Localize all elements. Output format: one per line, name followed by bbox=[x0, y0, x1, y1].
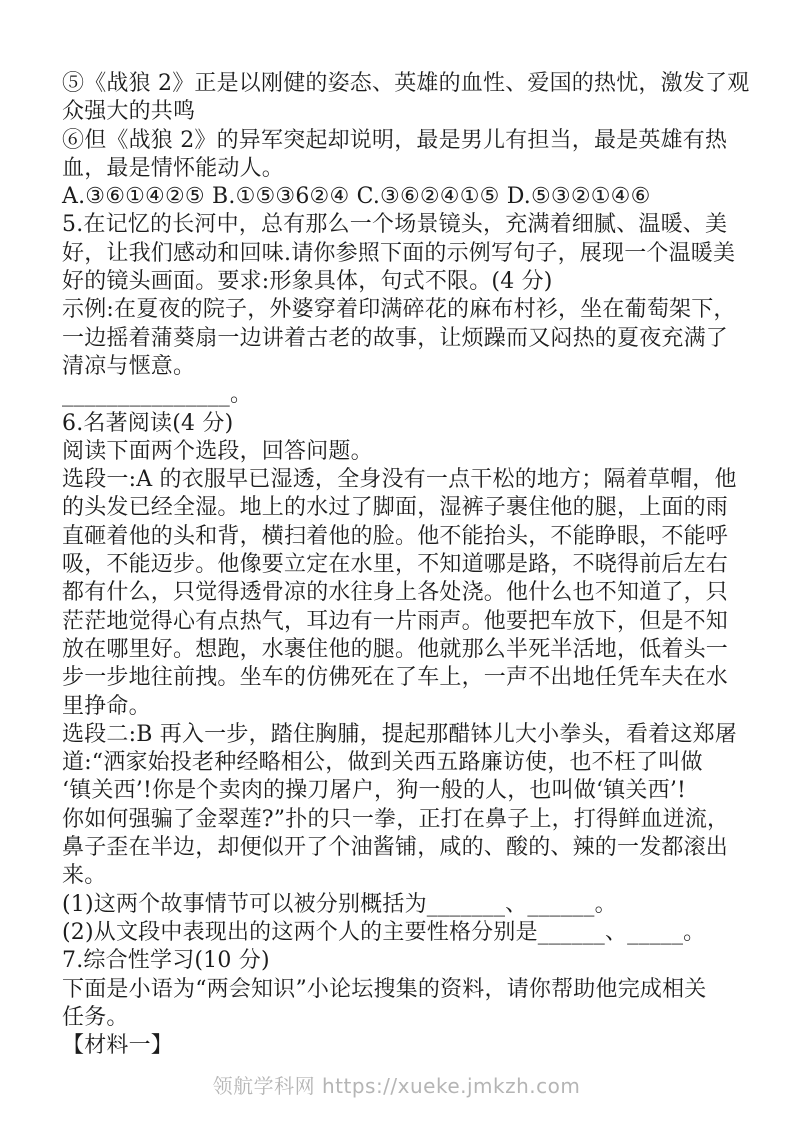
text-line: 茫茫地觉得心有点热气，耳边有一片雨声。他要把车放下，但是不知 bbox=[62, 608, 729, 634]
text-line: ⑤《战狼 2》正是以刚健的姿态、英雄的血性、爱国的热忧，激发了观 bbox=[62, 71, 750, 96]
text-line: 好，让我们感动和回味.请你参照下面的示例写句子，展现一个温暖美 bbox=[62, 240, 736, 266]
text-line: 来。 bbox=[62, 863, 107, 889]
text-line: 6.名著阅读(4 分) bbox=[62, 410, 234, 436]
text-line: 都有什么，只觉得透骨凉的水往身上各处浇。他什么也不知道了，只 bbox=[62, 580, 729, 606]
text-line: 你如何强骗了金翠莲?”扑的只一拳，正打在鼻子上，打得鲜血迸流， bbox=[62, 806, 730, 832]
text-line: 选段一:A 的衣服早已湿透，全身没有一点干松的地方；隔着草帽，他 bbox=[62, 467, 737, 493]
text-line: 鼻子歪在半边，却便似开了个油酱铺，咸的、酸的、辣的一发都滚出 bbox=[62, 835, 729, 861]
text-line: 阅读下面两个选段，回答问题。 bbox=[62, 438, 373, 464]
text-line: 7.综合性学习(10 分) bbox=[62, 948, 270, 974]
text-line: 选段二:B 再入一步，踏住胸脯，提起那醋钵儿大小拳头，看着这郑屠 bbox=[62, 721, 737, 747]
text-line: ‘镇关西’!你是个卖肉的操刀屠户，狗一般的人，也叫做‘镇关西’! bbox=[62, 778, 687, 804]
text-line: 道:“洒家始投老种经略相公，做到关西五路廉访使，也不枉了叫做 bbox=[62, 750, 703, 776]
text-line: A.③⑥①④②⑤ B.①⑤③6②④ C.③⑥②④①⑤ D.⑤③②①④⑥ bbox=[62, 184, 651, 210]
text-line: 放在哪里好。想跑，水裹住他的腿。他就那么半死半活地，低着头一 bbox=[62, 636, 729, 662]
text-line: 一边摇着蒲葵扇一边讲着古老的故事，让烦躁而又闷热的夏夜充满了 bbox=[62, 325, 729, 351]
text-line: _______________。 bbox=[62, 382, 253, 408]
text-line: 众强大的共鸣 bbox=[62, 99, 196, 125]
text-line: 下面是小语为“两会知识”小论坛搜集的资料，请你帮助他完成相关 bbox=[62, 976, 707, 1002]
text-line: 示例:在夏夜的院子，外婆穿着印满碎花的麻布村衫，坐在葡萄架下， bbox=[62, 297, 736, 323]
text-line: 5.在记忆的长河中，总有那么一个场景镜头，充满着细腻、温暖、美 bbox=[62, 212, 728, 238]
text-line: (2)从文段中表现出的这两个人的主要性格分别是______、_____。 bbox=[62, 919, 706, 945]
text-line: 步一步地往前拽。坐车的仿佛死在了车上，一声不出地任凭车夫在水 bbox=[62, 665, 729, 691]
watermark-footer: 领航学科网 https://xueke.jmkzh.com bbox=[212, 1074, 581, 1098]
text-line: (1)这两个故事情节可以被分别概括为_______、______。 bbox=[62, 891, 617, 917]
text-line: 任务。 bbox=[62, 1004, 129, 1030]
text-line: 里挣命。 bbox=[62, 693, 151, 719]
text-line: ⑥但《战狼 2》的异军突起却说明，最是男儿有担当，最是英雄有热 bbox=[62, 127, 728, 153]
text-line: 好的镜头画面。要求:形象具体，句式不限。(4 分) bbox=[62, 269, 553, 295]
text-line: 血，最是情怀能动人。 bbox=[62, 155, 285, 181]
text-line: 直砸着他的头和背，横扫着他的脸。他不能抬头，不能睁眼，不能呼 bbox=[62, 523, 729, 549]
text-line: 【材料一】 bbox=[62, 1033, 174, 1059]
text-line: 的头发已经全湿。地上的水过了脚面，湿裤子裹住他的腿，上面的雨 bbox=[62, 495, 729, 521]
text-line: 吸，不能迈步。他像要立定在水里，不知道哪是路，不晓得前后左右 bbox=[62, 552, 729, 578]
text-line: 清凉与惬意。 bbox=[62, 353, 196, 379]
document-body bbox=[62, 70, 750, 1060]
